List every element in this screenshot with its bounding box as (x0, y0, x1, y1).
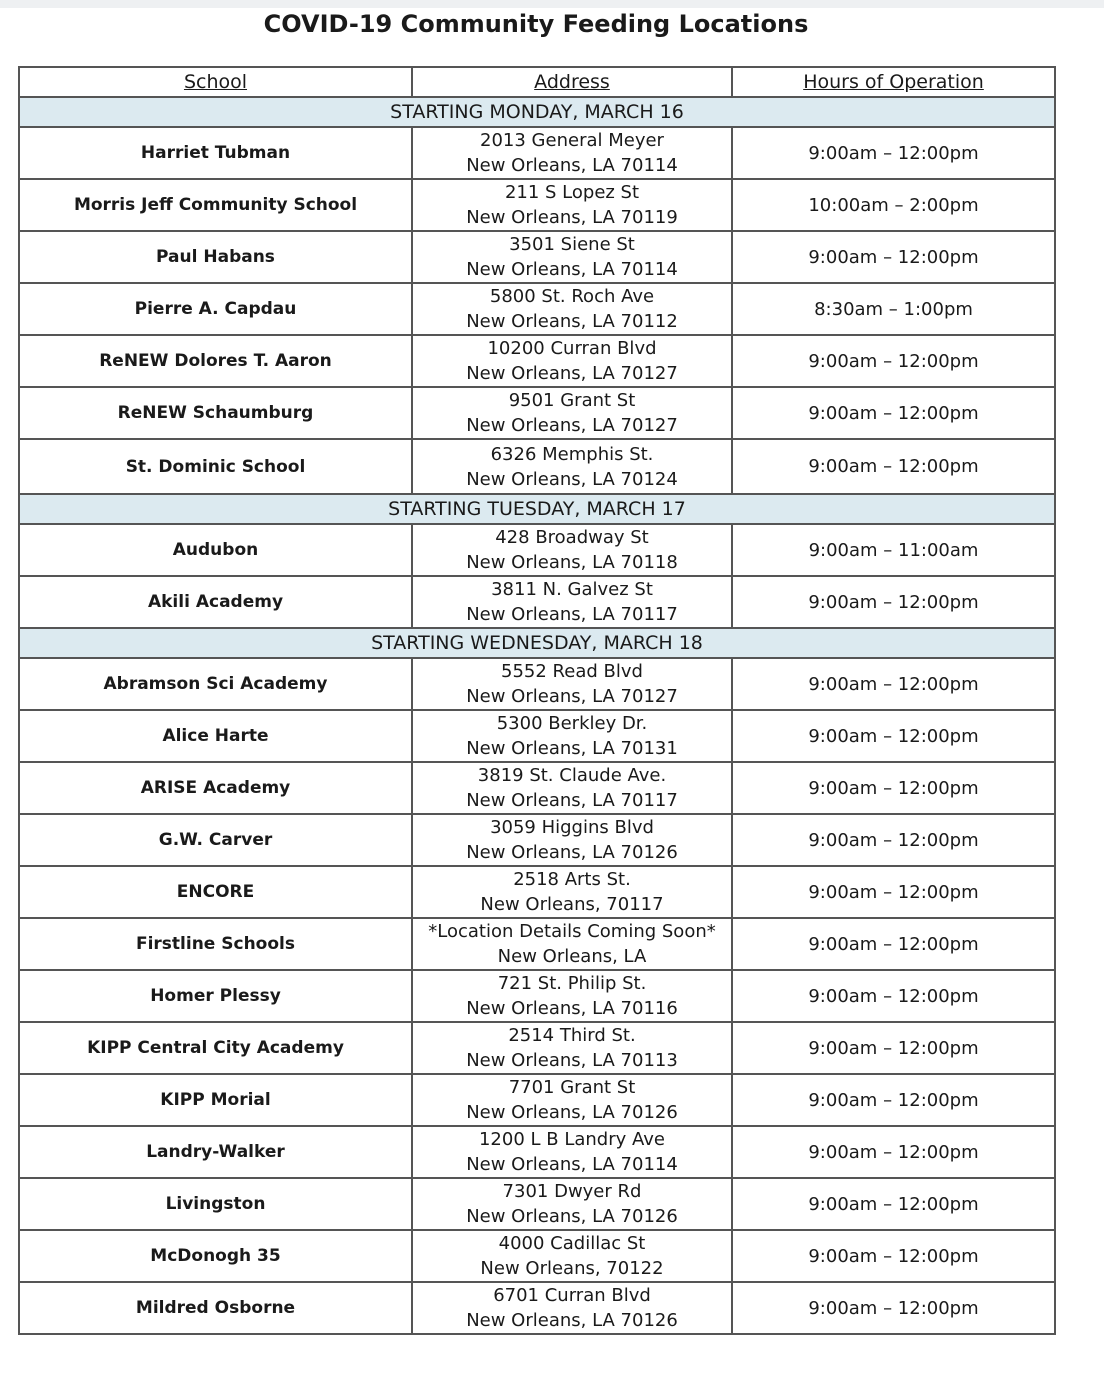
column-header-address: Address (412, 67, 732, 97)
city-state-zip: New Orleans, LA 70126 (466, 842, 678, 863)
hours-of-operation: 9:00am – 12:00pm (732, 127, 1055, 179)
address-cell (412, 814, 732, 866)
address-cell (412, 1178, 732, 1230)
hours-of-operation: 9:00am – 12:00pm (732, 576, 1055, 628)
street-address: 5800 St. Roch Ave (489, 286, 655, 307)
address-cell (412, 710, 732, 762)
address-cell (412, 1282, 732, 1334)
hours-of-operation: 9:00am – 12:00pm (732, 1230, 1055, 1282)
hours-of-operation: 9:00am – 12:00pm (732, 658, 1055, 710)
school-name: KIPP Central City Academy (19, 1022, 412, 1074)
table-row (19, 762, 1055, 814)
school-name: Akili Academy (19, 576, 412, 628)
city-state-zip: New Orleans, 70117 (480, 894, 664, 915)
city-state-zip: New Orleans, LA 70124 (466, 468, 678, 490)
table-row (19, 1126, 1055, 1178)
city-state-zip: New Orleans, LA 70114 (466, 155, 678, 176)
table-row (19, 1022, 1055, 1074)
city-state-zip: New Orleans, LA 70112 (466, 311, 678, 332)
street-address: 5300 Berkley Dr. (496, 713, 648, 734)
address-cell (412, 1230, 732, 1282)
city-state-zip: New Orleans, 70122 (480, 1258, 664, 1279)
address-cell (412, 179, 732, 231)
column-header-school: School (19, 67, 412, 97)
section-header-row (19, 97, 1055, 127)
section-label: STARTING WEDNESDAY, MARCH 18 (19, 628, 1055, 658)
page-title: COVID-19 Community Feeding Locations (263, 10, 809, 38)
school-name: Paul Habans (19, 231, 412, 283)
school-name: Mildred Osborne (19, 1282, 412, 1334)
address-cell (412, 762, 732, 814)
street-address: 2518 Arts St. (513, 869, 631, 890)
table-row (19, 179, 1055, 231)
school-name: Landry-Walker (19, 1126, 412, 1178)
school-name: Audubon (19, 524, 412, 576)
school-name: Harriet Tubman (19, 127, 412, 179)
street-address: *Location Details Coming Soon* (428, 921, 716, 942)
section-label: STARTING TUESDAY, MARCH 17 (19, 494, 1055, 524)
school-name: ARISE Academy (19, 762, 412, 814)
school-name: Alice Harte (19, 710, 412, 762)
street-address: 7301 Dwyer Rd (502, 1181, 642, 1202)
table-row (19, 1282, 1055, 1334)
school-name: Firstline Schools (19, 918, 412, 970)
top-band (0, 0, 1104, 8)
city-state-zip: New Orleans, LA 70117 (466, 790, 678, 811)
hours-of-operation: 10:00am – 2:00pm (732, 179, 1055, 231)
school-name: ReNEW Dolores T. Aaron (19, 335, 412, 387)
city-state-zip: New Orleans, LA 70126 (466, 1310, 678, 1331)
school-name: McDonogh 35 (19, 1230, 412, 1282)
hours-of-operation: 9:00am – 12:00pm (732, 710, 1055, 762)
address-cell (412, 439, 732, 494)
hours-of-operation: 9:00am – 12:00pm (732, 1126, 1055, 1178)
street-address: 2013 General Meyer (480, 130, 664, 151)
address-cell (412, 524, 732, 576)
school-name: KIPP Morial (19, 1074, 412, 1126)
street-address: 7701 Grant St (508, 1077, 636, 1098)
school-name: ReNEW Schaumburg (19, 387, 412, 439)
city-state-zip: New Orleans, LA 70114 (466, 1154, 678, 1175)
table-row (19, 970, 1055, 1022)
city-state-zip: New Orleans, LA 70117 (466, 604, 678, 625)
table-row (19, 658, 1055, 710)
street-address: 2514 Third St. (508, 1025, 636, 1046)
city-state-zip: New Orleans, LA 70114 (466, 259, 678, 280)
street-address: 3819 St. Claude Ave. (477, 765, 667, 786)
table-row (19, 127, 1055, 179)
street-address: 721 St. Philip St. (497, 973, 647, 994)
table-row (19, 439, 1055, 494)
table-row (19, 335, 1055, 387)
table-row (19, 814, 1055, 866)
street-address: 6701 Curran Blvd (493, 1285, 651, 1306)
school-name: Homer Plessy (19, 970, 412, 1022)
hours-of-operation: 9:00am – 11:00am (732, 524, 1055, 576)
address-cell (412, 576, 732, 628)
city-state-zip: New Orleans, LA 70127 (466, 363, 678, 384)
school-name: Abramson Sci Academy (19, 658, 412, 710)
street-address: 211 S Lopez St (504, 182, 640, 203)
table-row (19, 231, 1055, 283)
address-cell (412, 283, 732, 335)
hours-of-operation: 9:00am – 12:00pm (732, 762, 1055, 814)
city-state-zip: New Orleans, LA 70116 (466, 998, 678, 1019)
hours-of-operation: 9:00am – 12:00pm (732, 1022, 1055, 1074)
city-state-zip: New Orleans, LA 70131 (466, 738, 678, 759)
hours-of-operation: 9:00am – 12:00pm (732, 1074, 1055, 1126)
address-cell (412, 1074, 732, 1126)
table-row (19, 1230, 1055, 1282)
street-address: 428 Broadway St (495, 527, 649, 548)
table-row (19, 387, 1055, 439)
section-label: STARTING MONDAY, MARCH 16 (19, 97, 1055, 127)
table-row (19, 710, 1055, 762)
city-state-zip: New Orleans, LA 70119 (466, 207, 678, 228)
hours-of-operation: 9:00am – 12:00pm (732, 970, 1055, 1022)
hours-of-operation: 9:00am – 12:00pm (732, 231, 1055, 283)
city-state-zip: New Orleans, LA 70126 (466, 1102, 678, 1123)
hours-of-operation: 9:00am – 12:00pm (732, 918, 1055, 970)
street-address: 3059 Higgins Blvd (490, 817, 654, 838)
address-cell (412, 231, 732, 283)
address-cell (412, 127, 732, 179)
school-name: G.W. Carver (19, 814, 412, 866)
address-cell (412, 387, 732, 439)
street-address: 3501 Siene St (509, 234, 635, 255)
table-row (19, 866, 1055, 918)
hours-of-operation: 9:00am – 12:00pm (732, 1178, 1055, 1230)
table-row (19, 918, 1055, 970)
hours-of-operation: 9:00am – 12:00pm (732, 335, 1055, 387)
street-address: 10200 Curran Blvd (487, 338, 657, 359)
hours-of-operation: 9:00am – 12:00pm (732, 1282, 1055, 1334)
address-cell (412, 1022, 732, 1074)
hours-of-operation: 8:30am – 1:00pm (732, 283, 1055, 335)
street-address: 3811 N. Galvez St (491, 579, 653, 600)
city-state-zip: New Orleans, LA 70118 (466, 552, 678, 573)
table-row (19, 576, 1055, 628)
table-row (19, 524, 1055, 576)
city-state-zip: New Orleans, LA 70113 (466, 1050, 678, 1071)
school-name: Pierre A. Capdau (19, 283, 412, 335)
table-body (19, 97, 1055, 1334)
hours-of-operation: 9:00am – 12:00pm (732, 439, 1055, 494)
section-header-row (19, 628, 1055, 658)
hours-of-operation: 9:00am – 12:00pm (732, 866, 1055, 918)
section-header-row (19, 494, 1055, 524)
address-cell (412, 335, 732, 387)
table-row (19, 1074, 1055, 1126)
city-state-zip: New Orleans, LA 70127 (466, 686, 678, 707)
street-address: 9501 Grant St (508, 390, 636, 411)
column-header-hours: Hours of Operation (732, 67, 1055, 97)
address-cell (412, 918, 732, 970)
street-address: 1200 L B Landry Ave (478, 1129, 665, 1150)
address-cell (412, 970, 732, 1022)
school-name: ENCORE (19, 866, 412, 918)
street-address: 5552 Read Blvd (501, 661, 643, 682)
address-cell (412, 866, 732, 918)
table-row (19, 283, 1055, 335)
feeding-locations-table (18, 66, 1056, 1335)
address-cell (412, 658, 732, 710)
city-state-zip: New Orleans, LA 70127 (466, 415, 678, 436)
school-name: Livingston (19, 1178, 412, 1230)
city-state-zip: New Orleans, LA (497, 946, 647, 967)
table-row (19, 1178, 1055, 1230)
hours-of-operation: 9:00am – 12:00pm (732, 814, 1055, 866)
city-state-zip: New Orleans, LA 70126 (466, 1206, 678, 1227)
address-cell (412, 1126, 732, 1178)
street-address: 6326 Memphis St. (490, 443, 654, 465)
street-address: 4000 Cadillac St (498, 1233, 646, 1254)
school-name: Morris Jeff Community School (19, 179, 412, 231)
hours-of-operation: 9:00am – 12:00pm (732, 387, 1055, 439)
school-name: St. Dominic School (19, 439, 412, 494)
